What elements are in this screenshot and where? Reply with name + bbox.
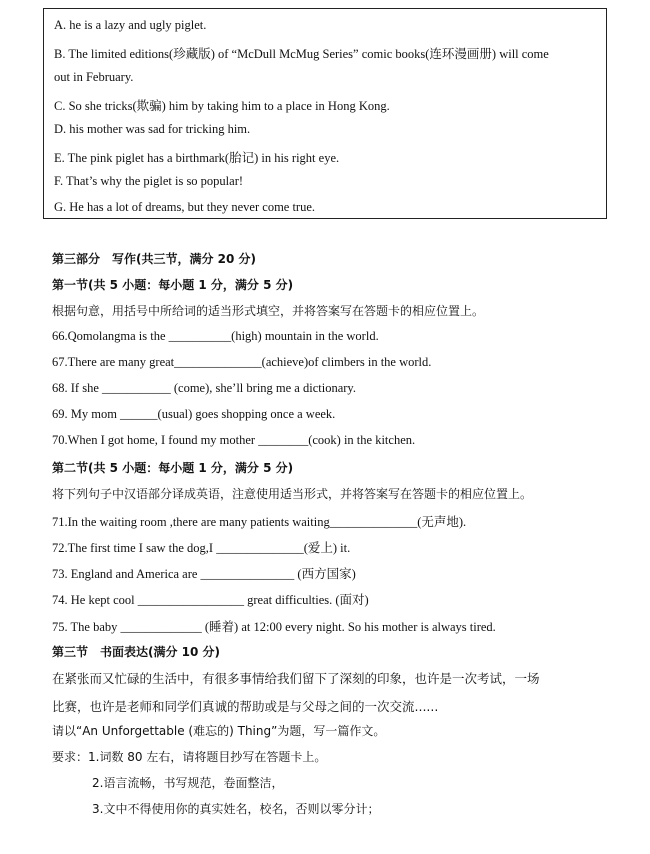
- essay-prompt-line2: 比赛，也许是老师和同学们真诚的帮助或是与父母之间的一次交流......: [52, 699, 439, 714]
- option-b-continued: out in February.: [54, 70, 134, 84]
- section2-heading: 第二节(共 5 小题：每小题 1 分，满分 5 分): [52, 461, 294, 475]
- section2-instruction: 将下列句子中汉语部分译成英语，注意使用适当形式，并将答案写在答题卡的相应位置上。: [52, 487, 533, 501]
- option-f: F. That’s why the piglet is so popular!: [54, 174, 244, 188]
- essay-title-instruction: 请以“An Unforgettable (难忘的) Thing”为题，写一篇作文。: [52, 724, 386, 738]
- section1-heading: 第一节(共 5 小题：每小题 1 分，满分 5 分): [52, 278, 294, 292]
- options-box: [43, 8, 607, 219]
- question-69: 69. My mom ______(usual) goes shopping once a week.: [52, 407, 336, 421]
- question-75: 75. The baby _____________ (睡着) at 12:00 every night. So his mother is always tired.: [52, 620, 496, 634]
- essay-prompt-line1: 在紧张而又忙碌的生活中，有很多事情给我们留下了深刻的印象，也许是一次考试，一场: [52, 671, 540, 686]
- option-a: A. he is a lazy and ugly piglet.: [54, 18, 207, 32]
- option-b: B. The limited editions(珍藏版) of “McDull McMug Series” comic books(连环漫画册) will come: [54, 47, 549, 61]
- section1-instruction: 根据句意，用括号中所给词的适当形式填空，并将答案写在答题卡的相应位置上。: [52, 304, 485, 318]
- question-73: 73. England and America are _______________ (西方国家): [52, 567, 356, 581]
- section3-heading: 第三节 书面表达(满分 10 分): [52, 645, 221, 659]
- requirement-3: 3.文中不得使用你的真实姓名，校名，否则以零分计；: [92, 802, 380, 816]
- question-74: 74. He kept cool _________________ great difficulties. (面对): [52, 593, 369, 607]
- option-g: G. He has a lot of dreams, but they never come true.: [54, 200, 316, 214]
- requirement-2: 2.语言流畅，书写规范，卷面整洁，: [92, 776, 284, 790]
- option-c: C. So she tricks(欺骗) him by taking him to a place in Hong Kong.: [54, 99, 390, 113]
- question-71: 71.In the waiting room ,there are many patients waiting______________(无声地).: [52, 515, 467, 529]
- question-67: 67.There are many great______________(achieve)of climbers in the world.: [52, 355, 432, 369]
- option-d: D. his mother was sad for tricking him.: [54, 122, 251, 136]
- option-e: E. The pink piglet has a birthmark(胎记) in his right eye.: [54, 151, 340, 165]
- question-66: 66.Qomolangma is the __________(high) mountain in the world.: [52, 329, 379, 343]
- question-70: 70.When I got home, I found my mother ________(cook) in the kitchen.: [52, 433, 416, 447]
- part3-heading: 第三部分 写作(共三节，满分 20 分): [52, 252, 257, 266]
- requirement-1: 要求：1.词数 80 左右，请将题目抄写在答题卡上。: [52, 750, 327, 764]
- question-72: 72.The first time I saw the dog,I ______________(爱上) it.: [52, 541, 351, 555]
- question-68: 68. If she ___________ (come), she’ll bring me a dictionary.: [52, 381, 356, 395]
